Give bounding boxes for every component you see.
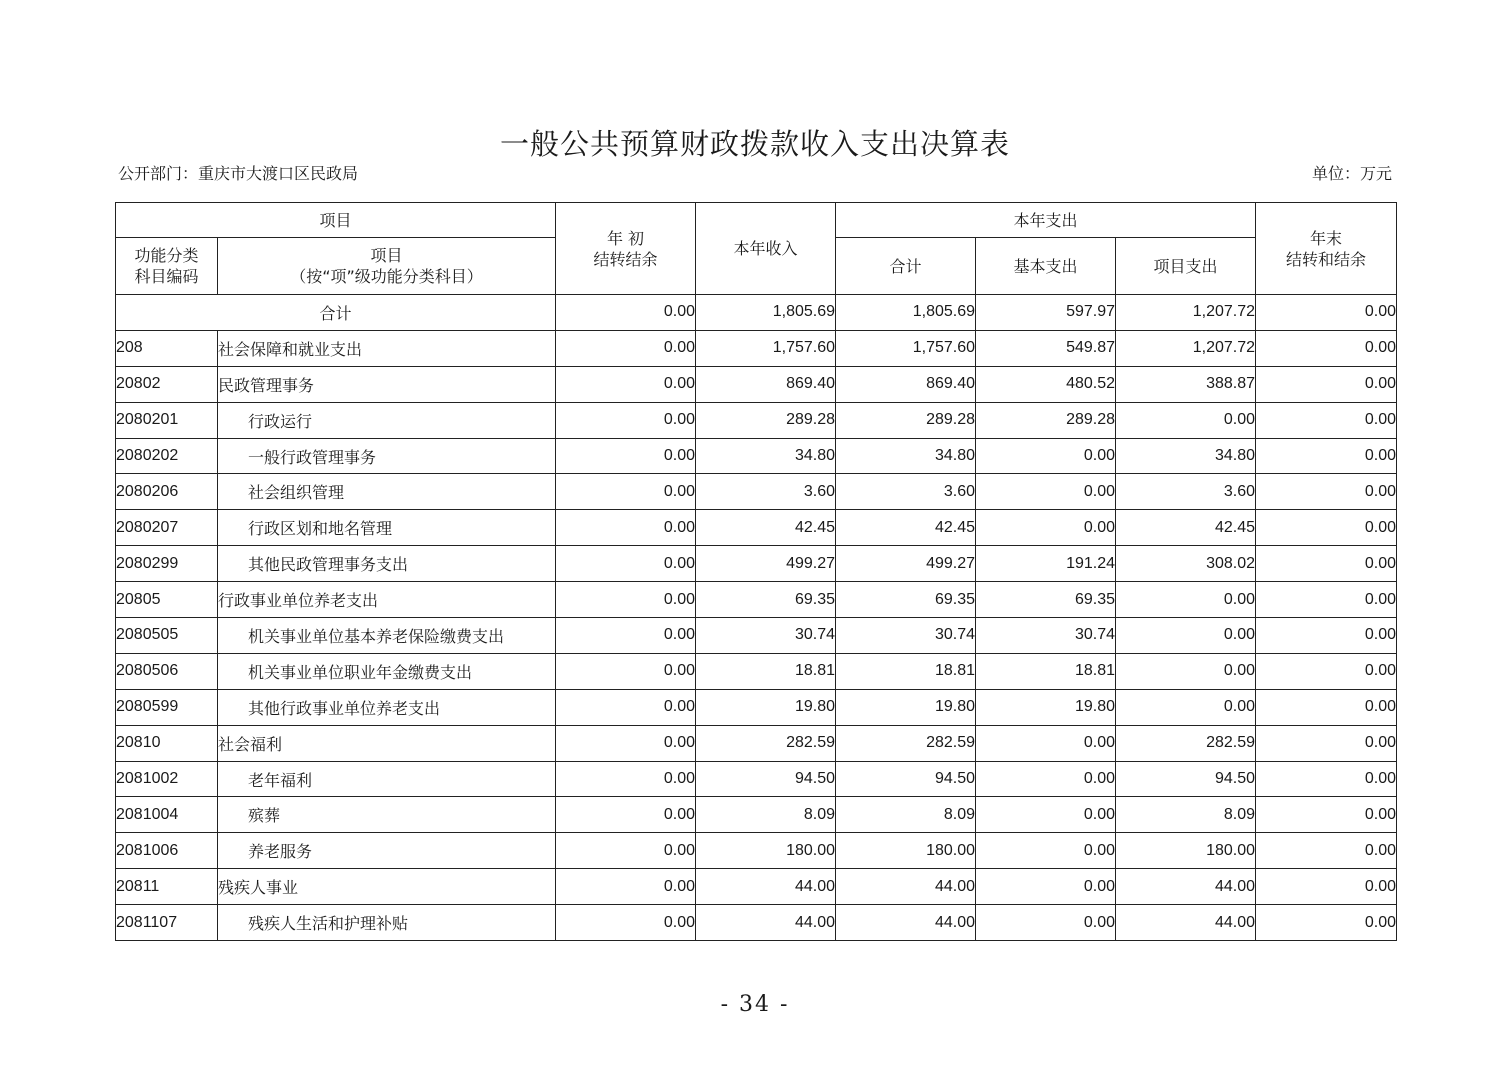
row-project: 282.59 [1116, 725, 1256, 761]
row-total: 869.40 [836, 366, 976, 402]
page-number: - 34 - [720, 992, 790, 1017]
row-income: 869.40 [696, 366, 836, 402]
row-basic: 30.74 [976, 618, 1116, 654]
header-project: 项目支出 [1116, 238, 1256, 295]
row-code: 2080202 [116, 438, 218, 474]
row-code: 2080207 [116, 510, 218, 546]
header-expenditure-group: 本年支出 [836, 203, 1256, 238]
row-project: 94.50 [1116, 761, 1256, 797]
row-opening: 0.00 [556, 905, 696, 941]
row-closing: 0.00 [1256, 905, 1397, 941]
row-closing: 0.00 [1256, 869, 1397, 905]
row-project: 44.00 [1116, 905, 1256, 941]
row-total: 499.27 [836, 546, 976, 582]
row-total: 3.60 [836, 474, 976, 510]
header-code: 功能分类 科目编码 [116, 238, 218, 295]
row-closing: 0.00 [1256, 438, 1397, 474]
row-opening: 0.00 [556, 474, 696, 510]
row-code: 2080206 [116, 474, 218, 510]
department-label: 公开部门：重庆市大渡口区民政局 [118, 164, 359, 183]
row-opening: 0.00 [556, 725, 696, 761]
total-expenditure: 1,805.69 [836, 295, 976, 331]
row-opening: 0.00 [556, 761, 696, 797]
row-opening: 0.00 [556, 438, 696, 474]
table-row [116, 366, 1397, 402]
row-project: 8.09 [1116, 797, 1256, 833]
row-code: 20811 [116, 869, 218, 905]
row-opening: 0.00 [556, 689, 696, 725]
header-item-group: 项目 [116, 203, 556, 238]
header-income: 本年收入 [696, 203, 836, 295]
row-opening: 0.00 [556, 618, 696, 654]
row-code: 20802 [116, 366, 218, 402]
row-project: 1,207.72 [1116, 330, 1256, 366]
row-name: 行政事业单位养老支出 [218, 582, 556, 618]
table-row [116, 761, 1397, 797]
table-row [116, 474, 1397, 510]
row-closing: 0.00 [1256, 546, 1397, 582]
row-code: 2081002 [116, 761, 218, 797]
row-income: 282.59 [696, 725, 836, 761]
row-project: 0.00 [1116, 582, 1256, 618]
row-income: 180.00 [696, 833, 836, 869]
row-opening: 0.00 [556, 330, 696, 366]
row-opening: 0.00 [556, 582, 696, 618]
row-basic: 549.87 [976, 330, 1116, 366]
row-code: 2081004 [116, 797, 218, 833]
row-income: 8.09 [696, 797, 836, 833]
total-row [116, 295, 1397, 331]
row-closing: 0.00 [1256, 761, 1397, 797]
row-total: 30.74 [836, 618, 976, 654]
row-project: 3.60 [1116, 474, 1256, 510]
header-total: 合计 [836, 238, 976, 295]
header-item-name: 项目 （按“项”级功能分类科目） [218, 238, 556, 295]
row-project: 44.00 [1116, 869, 1256, 905]
row-income: 19.80 [696, 689, 836, 725]
row-name: 机关事业单位基本养老保险缴费支出 [218, 618, 556, 654]
row-income: 289.28 [696, 402, 836, 438]
row-closing: 0.00 [1256, 725, 1397, 761]
row-income: 94.50 [696, 761, 836, 797]
row-total: 289.28 [836, 402, 976, 438]
budget-table [115, 202, 1397, 941]
row-income: 44.00 [696, 869, 836, 905]
row-basic: 480.52 [976, 366, 1116, 402]
row-basic: 18.81 [976, 653, 1116, 689]
header-closing-balance: 年末 结转和结余 [1256, 203, 1397, 295]
row-closing: 0.00 [1256, 510, 1397, 546]
row-total: 8.09 [836, 797, 976, 833]
row-basic: 191.24 [976, 546, 1116, 582]
row-opening: 0.00 [556, 833, 696, 869]
row-opening: 0.00 [556, 510, 696, 546]
row-basic: 0.00 [976, 438, 1116, 474]
row-total: 42.45 [836, 510, 976, 546]
row-name: 其他行政事业单位养老支出 [218, 689, 556, 725]
row-basic: 0.00 [976, 869, 1116, 905]
row-name: 残疾人生活和护理补贴 [218, 905, 556, 941]
row-total: 34.80 [836, 438, 976, 474]
total-basic: 597.97 [976, 295, 1116, 331]
row-total: 18.81 [836, 653, 976, 689]
unit-label: 单位：万元 [1311, 164, 1392, 183]
total-income: 1,805.69 [696, 295, 836, 331]
row-total: 94.50 [836, 761, 976, 797]
row-basic: 0.00 [976, 474, 1116, 510]
row-code: 2081006 [116, 833, 218, 869]
row-income: 69.35 [696, 582, 836, 618]
table-row [116, 438, 1397, 474]
total-opening: 0.00 [556, 295, 696, 331]
row-name: 行政运行 [218, 402, 556, 438]
row-opening: 0.00 [556, 366, 696, 402]
row-closing: 0.00 [1256, 689, 1397, 725]
row-basic: 0.00 [976, 725, 1116, 761]
table-row [116, 653, 1397, 689]
row-closing: 0.00 [1256, 366, 1397, 402]
row-code: 2080201 [116, 402, 218, 438]
row-name: 社会保障和就业支出 [218, 330, 556, 366]
row-opening: 0.00 [556, 546, 696, 582]
row-name: 残疾人事业 [218, 869, 556, 905]
row-closing: 0.00 [1256, 474, 1397, 510]
row-opening: 0.00 [556, 797, 696, 833]
row-income: 18.81 [696, 653, 836, 689]
table-row [116, 905, 1397, 941]
table-row [116, 725, 1397, 761]
row-project: 388.87 [1116, 366, 1256, 402]
row-income: 1,757.60 [696, 330, 836, 366]
row-project: 308.02 [1116, 546, 1256, 582]
row-code: 20805 [116, 582, 218, 618]
row-name: 社会福利 [218, 725, 556, 761]
row-project: 180.00 [1116, 833, 1256, 869]
row-code: 2080299 [116, 546, 218, 582]
row-project: 42.45 [1116, 510, 1256, 546]
table-row [116, 797, 1397, 833]
page-title: 一般公共预算财政拨款收入支出决算表 [499, 127, 1010, 161]
row-closing: 0.00 [1256, 833, 1397, 869]
row-project: 0.00 [1116, 618, 1256, 654]
row-total: 282.59 [836, 725, 976, 761]
row-code: 20810 [116, 725, 218, 761]
row-closing: 0.00 [1256, 618, 1397, 654]
table-row [116, 833, 1397, 869]
table-row [116, 689, 1397, 725]
row-basic: 0.00 [976, 797, 1116, 833]
row-name: 一般行政管理事务 [218, 438, 556, 474]
row-basic: 0.00 [976, 833, 1116, 869]
total-closing: 0.00 [1256, 295, 1397, 331]
row-basic: 19.80 [976, 689, 1116, 725]
total-label: 合计 [116, 295, 556, 331]
row-name: 老年福利 [218, 761, 556, 797]
header-opening-balance: 年 初 结转结余 [556, 203, 696, 295]
table-row [116, 330, 1397, 366]
row-code: 2081107 [116, 905, 218, 941]
row-name: 社会组织管理 [218, 474, 556, 510]
row-name: 殡葬 [218, 797, 556, 833]
row-total: 19.80 [836, 689, 976, 725]
row-income: 499.27 [696, 546, 836, 582]
row-income: 3.60 [696, 474, 836, 510]
row-income: 44.00 [696, 905, 836, 941]
header-basic: 基本支出 [976, 238, 1116, 295]
row-code: 2080506 [116, 653, 218, 689]
row-opening: 0.00 [556, 402, 696, 438]
row-name: 民政管理事务 [218, 366, 556, 402]
table-row [116, 869, 1397, 905]
row-code: 2080599 [116, 689, 218, 725]
table-row [116, 402, 1397, 438]
row-project: 0.00 [1116, 689, 1256, 725]
row-income: 42.45 [696, 510, 836, 546]
row-name: 行政区划和地名管理 [218, 510, 556, 546]
row-total: 44.00 [836, 869, 976, 905]
row-project: 34.80 [1116, 438, 1256, 474]
row-project: 0.00 [1116, 402, 1256, 438]
row-name: 机关事业单位职业年金缴费支出 [218, 653, 556, 689]
table-row [116, 510, 1397, 546]
row-basic: 0.00 [976, 510, 1116, 546]
row-closing: 0.00 [1256, 653, 1397, 689]
row-code: 2080505 [116, 618, 218, 654]
row-closing: 0.00 [1256, 330, 1397, 366]
row-closing: 0.00 [1256, 582, 1397, 618]
row-basic: 0.00 [976, 905, 1116, 941]
table-row [116, 582, 1397, 618]
row-basic: 289.28 [976, 402, 1116, 438]
row-total: 1,757.60 [836, 330, 976, 366]
row-name: 其他民政管理事务支出 [218, 546, 556, 582]
row-income: 30.74 [696, 618, 836, 654]
row-total: 180.00 [836, 833, 976, 869]
row-opening: 0.00 [556, 653, 696, 689]
row-name: 养老服务 [218, 833, 556, 869]
table-row [116, 546, 1397, 582]
row-total: 69.35 [836, 582, 976, 618]
table-row [116, 618, 1397, 654]
row-basic: 69.35 [976, 582, 1116, 618]
row-project: 0.00 [1116, 653, 1256, 689]
total-project: 1,207.72 [1116, 295, 1256, 331]
row-closing: 0.00 [1256, 797, 1397, 833]
row-code: 208 [116, 330, 218, 366]
row-closing: 0.00 [1256, 402, 1397, 438]
row-opening: 0.00 [556, 869, 696, 905]
row-income: 34.80 [696, 438, 836, 474]
row-total: 44.00 [836, 905, 976, 941]
row-basic: 0.00 [976, 761, 1116, 797]
